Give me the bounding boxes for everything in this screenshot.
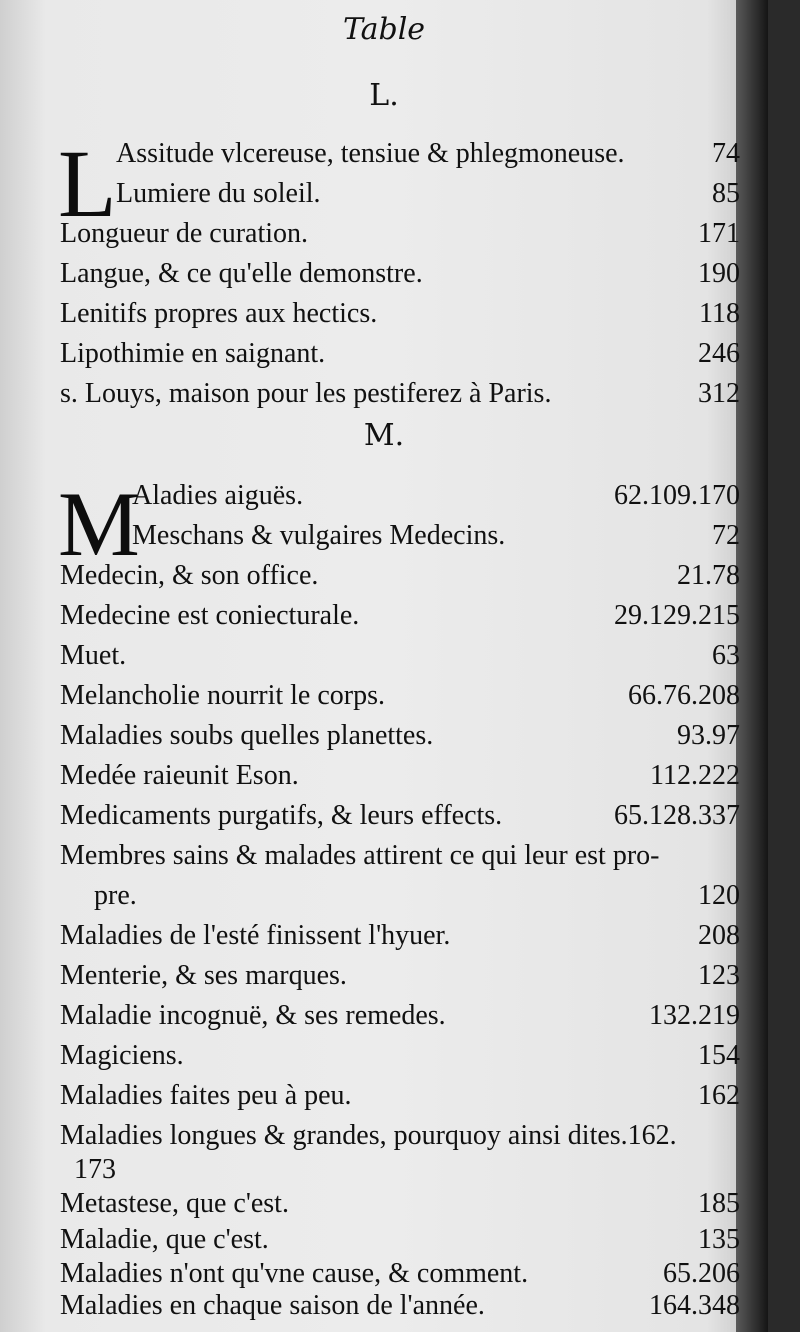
page-edge (736, 0, 768, 1332)
index-entry (60, 636, 740, 676)
entry-pages: 120 (698, 880, 740, 911)
index-entry (60, 1036, 740, 1076)
entry-text: Metastese, que c'est. (60, 1188, 289, 1219)
entry-text: 173 (74, 1154, 116, 1185)
entry-text: Menterie, & ses marques. (60, 960, 347, 991)
index-entry (60, 134, 740, 174)
entry-text: Medicaments purgatifs, & leurs effects. (60, 800, 503, 831)
entry-text: Maladie incognuë, & ses remedes. (60, 1000, 446, 1031)
index-entry (60, 294, 740, 334)
entry-text: Langue, & ce qu'elle demonstre. (60, 258, 423, 289)
entry-pages: 112.222 (650, 760, 740, 791)
entry-text: Meschans & vulgaires Medecins. (132, 520, 506, 551)
entry-pages: 74 (712, 138, 740, 169)
entry-text: Muet. (60, 640, 127, 671)
entry-text: s. Louys, maison pour les pestiferez à Paris. (60, 378, 552, 409)
index-entry (60, 876, 740, 916)
entry-text: pre. (94, 880, 137, 911)
entry-pages: 63 (712, 640, 740, 671)
entry-pages: 65.128.337 (614, 800, 740, 831)
entry-text: Lipothimie en saignant. (60, 338, 326, 369)
entry-text: Maladies soubs quelles planettes. (60, 720, 434, 751)
index-entry (60, 956, 740, 996)
index-entry (60, 676, 740, 716)
index-entry (60, 516, 740, 556)
entry-pages: 72 (712, 520, 740, 551)
entry-text: Medée raieunit Eson. (60, 760, 299, 791)
entry-pages: 164.348 (649, 1290, 740, 1321)
entry-pages: 29.129.215 (614, 600, 740, 631)
index-entry (60, 916, 740, 956)
entry-pages: 85 (712, 178, 740, 209)
entry-text: Lenitifs propres aux hectics. (60, 298, 378, 329)
index-entry (60, 214, 740, 254)
entry-pages: 135 (698, 1224, 740, 1255)
entry-pages: 190 (698, 258, 740, 289)
index-entry (60, 1286, 740, 1326)
entry-pages: 123 (698, 960, 740, 991)
entry-text: Maladies n'ont qu'vne cause, & comment. (60, 1258, 529, 1289)
entry-pages: 312 (698, 378, 740, 409)
section-heading-l: L. (369, 78, 399, 113)
entry-pages: 62.109.170 (614, 480, 740, 511)
index-entry (60, 476, 740, 516)
index-entry (60, 796, 740, 836)
entry-text: Aladies aiguës. (132, 480, 304, 511)
entry-text: Membres sains & malades attirent ce qui leur est pro- (60, 840, 660, 871)
entry-text: Longueur de curation. (60, 218, 309, 249)
index-entry (60, 254, 740, 294)
entry-text: Maladies en chaque saison de l'année. (60, 1290, 485, 1321)
entry-text: Maladies faites peu à peu. (60, 1080, 352, 1111)
entry-text: Medecine est coniecturale. (60, 600, 360, 631)
dropcap-m: M (58, 473, 140, 575)
index-entry (60, 174, 740, 214)
entry-pages: 93.97 (677, 720, 740, 751)
index-entry (60, 556, 740, 596)
section-heading-m: M. (363, 418, 405, 453)
entry-text: Maladie, que c'est. (60, 1224, 269, 1255)
entry-pages: 208 (698, 920, 740, 951)
index-entry (60, 334, 740, 374)
index-entry (60, 1184, 740, 1224)
entry-pages: 185 (698, 1188, 740, 1219)
entry-text: Lumiere du soleil. (116, 178, 321, 209)
entry-pages: 118 (699, 298, 740, 329)
index-entry (60, 374, 740, 414)
entry-text: Melancholie nourrit le corps. (60, 680, 386, 711)
index-entry (60, 836, 740, 876)
entry-pages: 171 (698, 218, 740, 249)
index-entry (60, 716, 740, 756)
entry-pages: 162 (698, 1080, 740, 1111)
entry-text: Maladies longues & grandes, pourquoy ainsi dites.162. (60, 1120, 677, 1151)
entry-pages: 21.78 (677, 560, 740, 591)
entry-text: Medecin, & son office. (60, 560, 319, 591)
entry-text: Maladies de l'esté finissent l'hyuer. (60, 920, 451, 951)
entry-text: Assitude vlcereuse, tensiue & phlegmoneuse. (116, 138, 625, 169)
entry-text: Magiciens. (60, 1040, 184, 1071)
index-entry (60, 756, 740, 796)
dropcap-l: L (58, 130, 117, 237)
entry-pages: 66.76.208 (628, 680, 740, 711)
entry-pages: 154 (698, 1040, 740, 1071)
index-entry (60, 596, 740, 636)
index-entry (60, 1076, 740, 1116)
index-entry (60, 996, 740, 1036)
entry-pages: 246 (698, 338, 740, 369)
running-title: Table (342, 12, 426, 47)
entry-pages: 132.219 (649, 1000, 740, 1031)
entry-pages: 65.206 (663, 1258, 740, 1289)
